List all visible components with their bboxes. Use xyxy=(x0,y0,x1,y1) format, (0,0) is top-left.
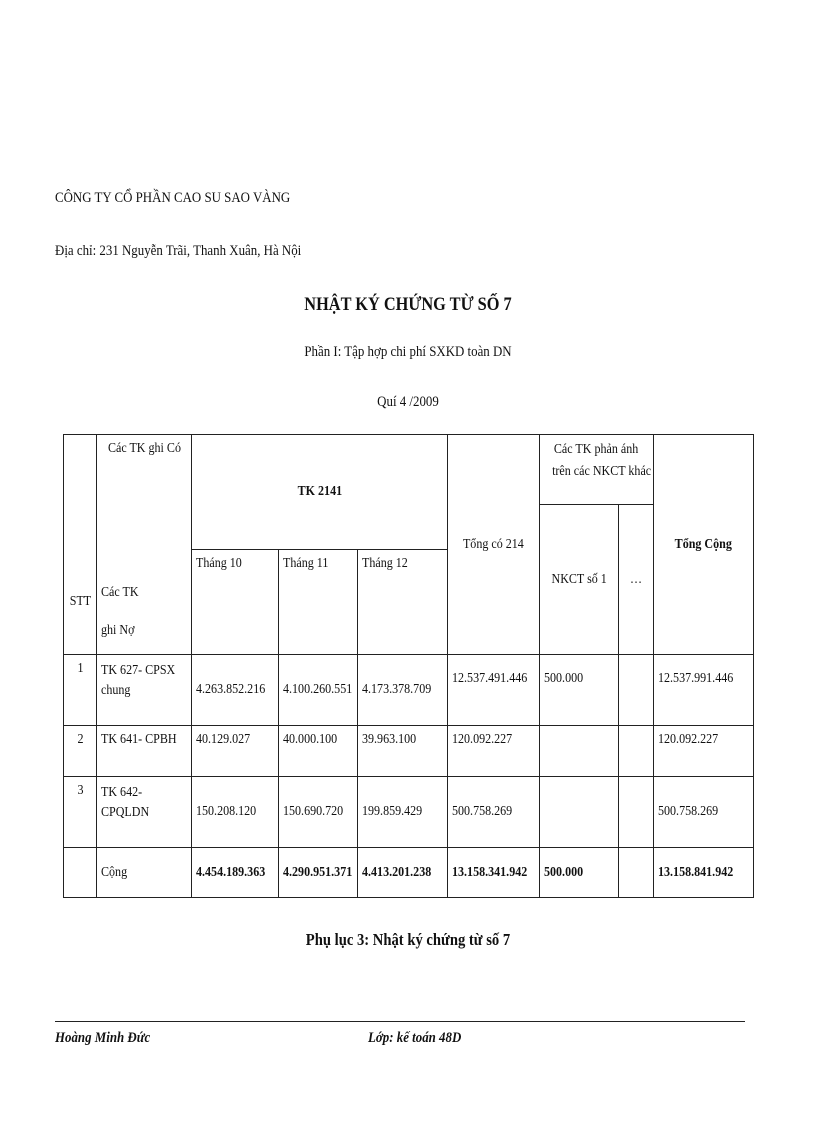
month10-header xyxy=(192,550,279,655)
document-title: NHẬT KÝ CHỨNG TỪ SỐ 7 xyxy=(304,294,512,315)
total-month11-value: 4.290.951.371 xyxy=(283,864,353,880)
company-address: Địa chỉ: 231 Nguyễn Trãi, Thanh Xuân, Hà Nội xyxy=(55,243,302,259)
row-month10 xyxy=(192,726,279,777)
credit-accounts-header xyxy=(97,435,192,505)
row-nkct1 xyxy=(540,655,619,726)
row-stt xyxy=(64,655,97,726)
debit-accounts-label-2: ghi Nợ xyxy=(101,622,135,638)
row-month11 xyxy=(279,655,358,726)
ellipsis-label: … xyxy=(630,571,643,587)
row-total214-value: 500.758.269 xyxy=(452,804,513,819)
row-month10-value: 150.208.120 xyxy=(196,804,257,819)
row-stt xyxy=(64,726,97,777)
total-nkct1 xyxy=(540,848,619,898)
table-row xyxy=(64,655,754,726)
row-account-line-1: TK 642- xyxy=(101,785,143,800)
row-total214 xyxy=(448,777,540,848)
total-label: Cộng xyxy=(101,864,128,880)
stt-header xyxy=(64,550,97,655)
row-other xyxy=(619,726,654,777)
row-month12-value: 4.173.378.709 xyxy=(362,682,432,697)
row-other xyxy=(619,777,654,848)
row-total214 xyxy=(448,655,540,726)
row-grand-total xyxy=(654,655,754,726)
total-total214 xyxy=(448,848,540,898)
debit-accounts-label-1: Các TK xyxy=(101,584,139,600)
total-month10-value: 4.454.189.363 xyxy=(196,864,266,880)
total-month12-value: 4.413.201.238 xyxy=(362,864,432,880)
row-month12 xyxy=(358,726,448,777)
total-grand-total xyxy=(654,848,754,898)
row-total214-value: 120.092.227 xyxy=(452,732,513,747)
row-stt-value: 2 xyxy=(76,732,84,747)
row-stt xyxy=(64,777,97,848)
row-account xyxy=(97,777,192,848)
row-other xyxy=(619,655,654,726)
month10-label: Tháng 10 xyxy=(196,556,242,571)
month12-header xyxy=(358,550,448,655)
total-label-cell xyxy=(97,848,192,898)
other-nkct-label-1: Các TK phản ánh xyxy=(554,442,639,457)
row-month11 xyxy=(279,726,358,777)
row-grand-total-value: 120.092.227 xyxy=(658,732,719,747)
month11-header xyxy=(279,550,358,655)
footer-divider xyxy=(55,1021,745,1022)
ellipsis-header xyxy=(619,505,654,655)
row-stt-value: 1 xyxy=(76,661,84,676)
row-total214-value: 12.537.491.446 xyxy=(452,671,528,686)
company-name: CÔNG TY CỔ PHẦN CAO SU SAO VÀNG xyxy=(55,190,291,206)
row-account-line-2: chung xyxy=(101,683,131,698)
row-stt-value: 3 xyxy=(76,783,84,798)
row-grand-total xyxy=(654,777,754,848)
other-nkct-header xyxy=(540,435,654,505)
footer-author: Hoàng Minh Đức xyxy=(55,1030,151,1046)
total-nkct1-value: 500.000 xyxy=(544,864,584,880)
stt-label: STT xyxy=(69,593,91,609)
grand-total-label: Tổng Cộng xyxy=(674,536,733,552)
accounts-header-mid-cell xyxy=(97,505,192,550)
table-row xyxy=(64,777,754,848)
document-subtitle: Phần I: Tập hợp chi phí SXKD toàn DN xyxy=(304,344,512,360)
row-nkct1-value: 500.000 xyxy=(544,671,584,686)
row-month12-value: 39.963.100 xyxy=(362,732,417,747)
nkct1-header xyxy=(540,505,619,655)
document-period: Quí 4 /2009 xyxy=(377,394,439,410)
table-row xyxy=(64,726,754,777)
credit-accounts-label: Các TK ghi Có xyxy=(107,441,181,456)
row-month11-value: 4.100.260.551 xyxy=(283,682,353,697)
row-grand-total-value: 12.537.991.446 xyxy=(658,671,734,686)
row-account-line-1: TK 627- CPSX xyxy=(101,663,176,678)
row-month10 xyxy=(192,655,279,726)
row-grand-total-value: 500.758.269 xyxy=(658,804,719,819)
row-month11 xyxy=(279,777,358,848)
journal-table xyxy=(63,434,754,898)
row-month12-value: 199.859.429 xyxy=(362,804,423,819)
row-account xyxy=(97,655,192,726)
other-nkct-label-2: trên các NKCT khác xyxy=(552,464,652,479)
appendix-caption: Phụ lục 3: Nhật ký chứng từ số 7 xyxy=(305,930,511,949)
grand-total-header xyxy=(654,435,754,655)
stt-header-mid-cell xyxy=(64,505,97,550)
total214-header xyxy=(448,435,540,655)
total-stt xyxy=(64,848,97,898)
total214-label: Tổng có 214 xyxy=(463,536,524,552)
total-grand-total-value: 13.158.841.942 xyxy=(658,864,734,880)
row-account-line-2: CPQLDN xyxy=(101,805,150,820)
row-account-line-1: TK 641- CPBH xyxy=(101,732,177,747)
total-row xyxy=(64,848,754,898)
total-month10 xyxy=(192,848,279,898)
row-month12 xyxy=(358,777,448,848)
footer-class: Lớp: kế toán 48D xyxy=(368,1030,462,1046)
row-month12 xyxy=(358,655,448,726)
month11-label: Tháng 11 xyxy=(283,556,329,571)
row-month11-value: 40.000.100 xyxy=(283,732,338,747)
nkct1-label: NKCT số 1 xyxy=(551,571,607,587)
row-nkct1 xyxy=(540,777,619,848)
total-other xyxy=(619,848,654,898)
row-nkct1 xyxy=(540,726,619,777)
debit-accounts-header xyxy=(97,550,192,655)
row-month11-value: 150.690.720 xyxy=(283,804,344,819)
tk2141-header xyxy=(192,435,448,550)
row-grand-total xyxy=(654,726,754,777)
month12-label: Tháng 12 xyxy=(362,556,408,571)
row-total214 xyxy=(448,726,540,777)
row-account xyxy=(97,726,192,777)
tk2141-label: TK 2141 xyxy=(297,484,342,499)
header-row-top xyxy=(64,435,754,505)
total-month12 xyxy=(358,848,448,898)
row-month10-value: 40.129.027 xyxy=(196,732,251,747)
row-month10 xyxy=(192,777,279,848)
row-month10-value: 4.263.852.216 xyxy=(196,682,266,697)
total-total214-value: 13.158.341.942 xyxy=(452,864,528,880)
stt-header-top-cell xyxy=(64,435,97,505)
total-month11 xyxy=(279,848,358,898)
